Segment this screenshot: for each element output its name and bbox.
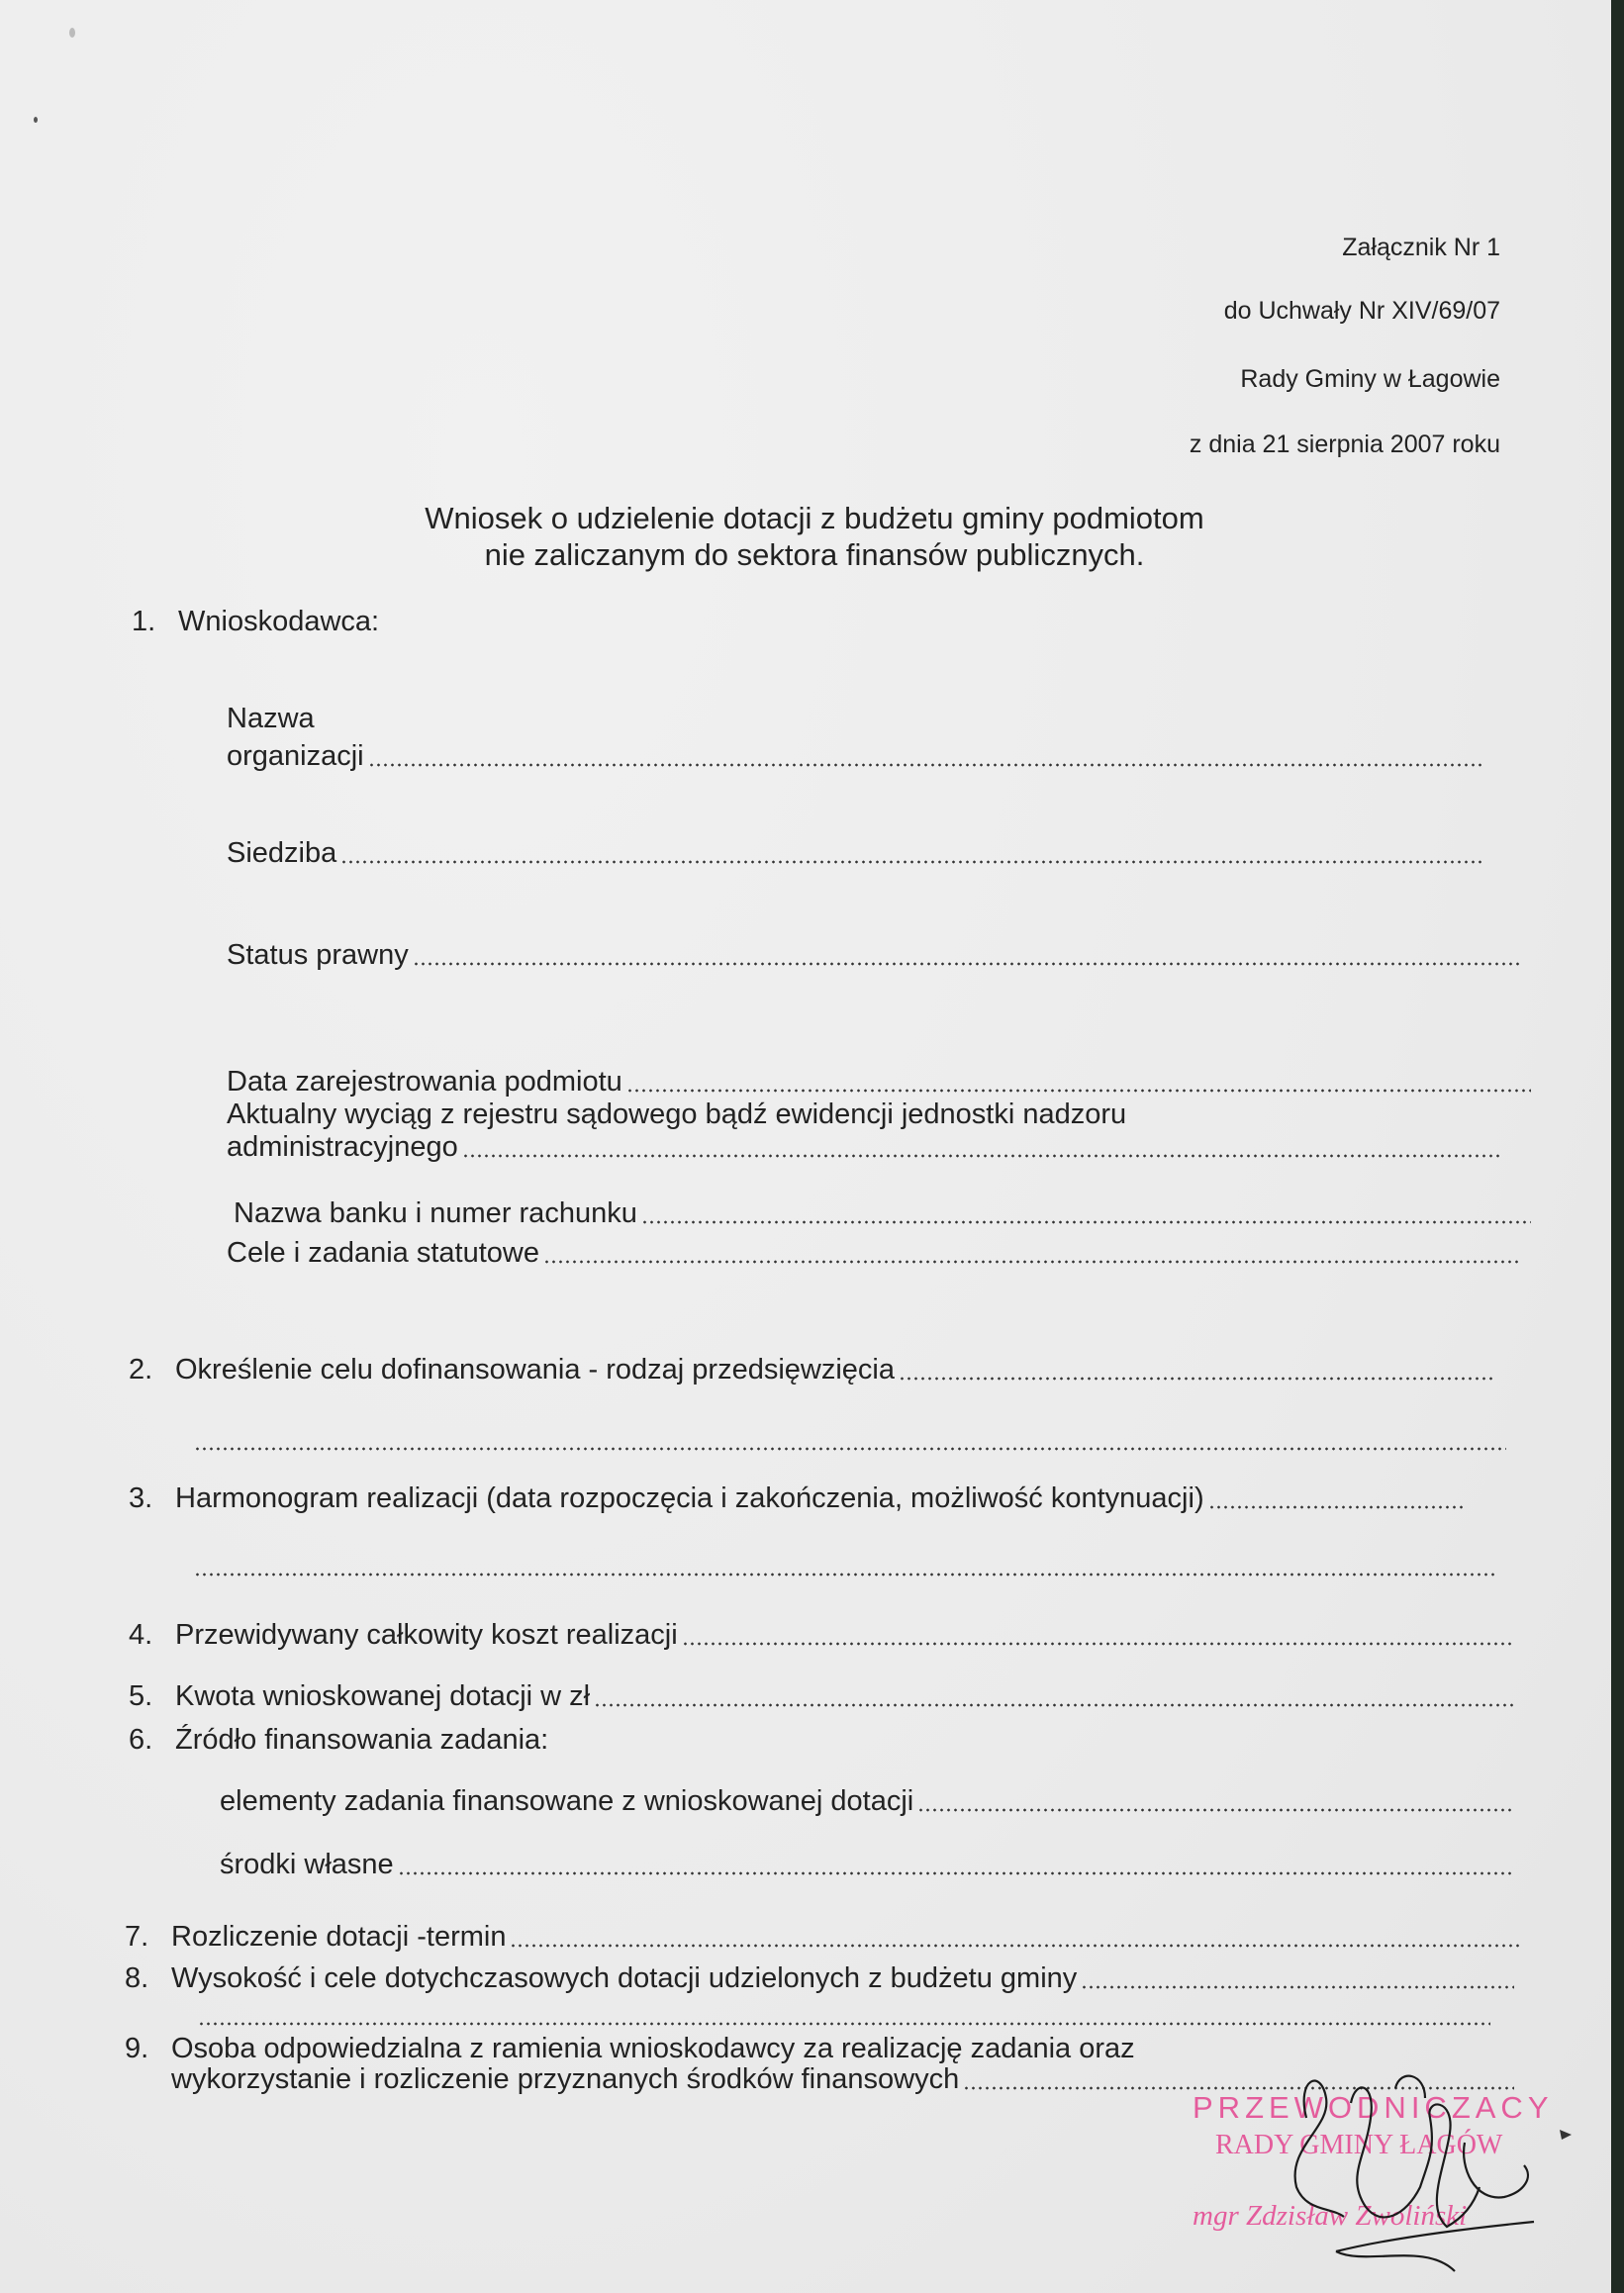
section-2[interactable] [129, 1354, 1496, 1386]
field-seat[interactable] [227, 837, 1483, 870]
section-7[interactable] [125, 1921, 1520, 1954]
form-title-line2: nie zaliczanym do sektora finansów publicznych. [484, 537, 1145, 572]
section-3-continuation[interactable] [190, 1553, 1496, 1582]
dotted-line [917, 1808, 1514, 1812]
dotted-line [194, 1573, 1496, 1576]
field-registration-date[interactable] [227, 1066, 1531, 1099]
field-label: Nazwa banku i numer rachunku [234, 1197, 637, 1229]
section-number: 6. [129, 1724, 153, 1756]
section-6 [129, 1724, 548, 1757]
field-register-extract[interactable] [227, 1131, 1503, 1164]
section-4[interactable] [129, 1619, 1514, 1652]
dotted-line [510, 1944, 1520, 1948]
section-label: Określenie celu dofinansowania - rodzaj przedsięwzięcia [175, 1354, 895, 1385]
section-8[interactable] [125, 1962, 1514, 1995]
field-label: wykorzystanie i rozliczenie przyznanych środków finansowych [171, 2063, 960, 2095]
field-label: Status prawny [227, 939, 409, 971]
scan-speck [34, 117, 38, 123]
scan-edge [1611, 0, 1624, 2293]
dotted-line [626, 1089, 1531, 1093]
field-label: Aktualny wyciąg z rejestru sądowego bądź ewidencji jednostki nadzoru [227, 1099, 1127, 1130]
section-number: 5. [129, 1680, 153, 1712]
field-label: Siedziba [227, 837, 337, 869]
section-number: 2. [129, 1354, 153, 1385]
section-5[interactable] [129, 1680, 1514, 1713]
dotted-line [368, 763, 1483, 767]
field-label: administracyjnego [227, 1131, 458, 1163]
section-label: Przewidywany całkowity koszt realizacji [175, 1619, 678, 1651]
section-label: Kwota wnioskowanej dotacji w zł [175, 1680, 591, 1712]
council-name: Rady Gminy w Łagowie [1240, 365, 1500, 393]
section-label: Osoba odpowiedzialna z ramienia wnioskodawcy za realizację zadania oraz [171, 2033, 1135, 2064]
section-number: 7. [125, 1921, 149, 1953]
dotted-line [641, 1220, 1531, 1224]
dotted-line [194, 1447, 1506, 1451]
scan-mark [1560, 2130, 1574, 2142]
dotted-line [398, 1871, 1514, 1875]
section-number: 8. [125, 1962, 149, 1994]
section-number: 1. [132, 606, 156, 637]
field-label: środki własne [220, 1849, 394, 1880]
section-label: Wnioskodawca: [178, 606, 380, 637]
dotted-line [594, 1703, 1514, 1707]
handwritten-signature [1227, 2058, 1554, 2286]
section-label: Rozliczenie dotacji -termin [171, 1921, 507, 1953]
section-1-heading [132, 606, 379, 638]
dotted-line [543, 1260, 1520, 1264]
dotted-line [1208, 1505, 1463, 1509]
field-label: Nazwa [227, 703, 315, 734]
field-bank-account[interactable] [234, 1197, 1531, 1230]
dotted-line [1081, 1985, 1514, 1989]
section-label: Harmonogram realizacji (data rozpoczęcia i zakończenia, możliwość kontynuacji) [175, 1482, 1204, 1514]
annex-number: Załącznik Nr 1 [1342, 234, 1500, 261]
section-number: 9. [125, 2033, 149, 2064]
dotted-line [413, 962, 1520, 966]
field-label: organizacji [227, 740, 364, 772]
dotted-line [462, 1154, 1503, 1158]
section-9 [125, 2033, 1135, 2065]
field-grant-funded-elements[interactable] [220, 1785, 1514, 1818]
form-title-line1: Wniosek o udzielenie dotacji z budżetu gminy podmiotom [425, 501, 1204, 535]
resolution-number: do Uchwały Nr XIV/69/07 [1223, 297, 1500, 325]
section-label: Wysokość i cele dotychczasowych dotacji udzielonych z budżetu gminy [171, 1962, 1078, 1994]
field-legal-status[interactable] [227, 939, 1520, 972]
field-organization-name[interactable] [227, 740, 1483, 773]
field-own-funds[interactable] [220, 1849, 1514, 1881]
section-number: 4. [129, 1619, 153, 1651]
resolution-date: z dnia 21 sierpnia 2007 roku [1189, 430, 1500, 458]
dotted-line [198, 2022, 1490, 2026]
dotted-line [682, 1642, 1514, 1646]
dotted-line [340, 860, 1483, 864]
field-label: elementy zadania finansowane z wnioskowanej dotacji [220, 1785, 914, 1817]
field-label: Cele i zadania statutowe [227, 1237, 539, 1269]
section-8-continuation[interactable] [194, 2002, 1490, 2032]
stamp-name: mgr Zdzisław Zwoliński [1193, 2200, 1468, 2232]
section-3[interactable] [129, 1482, 1463, 1515]
field-label: Data zarejestrowania podmiotu [227, 1066, 622, 1098]
scan-speck [69, 28, 75, 38]
field-statutory-goals[interactable] [227, 1237, 1520, 1270]
section-2-continuation[interactable] [190, 1427, 1506, 1457]
section-label: Źródło finansowania zadania: [175, 1724, 549, 1756]
stamp-title: PRZEWODNICZACY [1193, 2090, 1554, 2125]
dotted-line [899, 1377, 1496, 1381]
section-number: 3. [129, 1482, 153, 1514]
stamp-council: RADY GMINY ŁAGÓW [1215, 2130, 1503, 2160]
